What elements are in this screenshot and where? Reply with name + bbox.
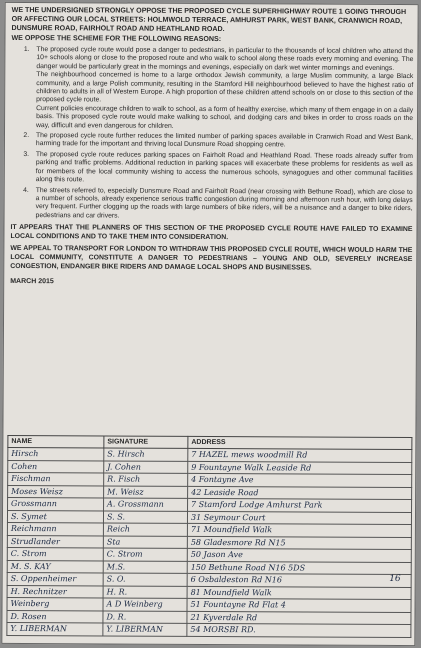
signature-cell: Y. LIBERMAN xyxy=(103,623,187,636)
reason-paragraph: 4. The streets referred to, especially Dunsmure Road and Fairholt Road (near crossing with Bethune Road), which are close to a number of schools, already experience serious traffic congestion during morning and afternoon rush hour, with long delays very frequent. Further clogging up the roads with large numbers of bike riders, will be a nuisance and a danger to bike riders, pedestrians and car drivers. xyxy=(35,186,413,220)
address-cell: 42 Leaside Road xyxy=(188,486,412,500)
reasons-intro: WE OPPOSE THE SCHEME FOR THE FOLLOWING REASONS: xyxy=(11,33,222,44)
column-header-address: ADDRESS xyxy=(188,436,412,449)
name-cell: H. Rechnitzer xyxy=(7,585,103,598)
name-cell: Grossmann xyxy=(8,497,104,510)
signature-cell: J. Cohen xyxy=(104,460,188,473)
petition-text xyxy=(10,6,413,287)
address-cell: 71 Moundfield Walk xyxy=(187,523,411,537)
reason-paragraph: Current policies encourage children to walk to school, as a form of healthy exercise, which many of them engage in on a daily basis. This proposed cycle route would make walking to school, and dodging cars and bikes in order to cross roads on the way, difficult and even dangerous for children. xyxy=(36,104,414,130)
signature-cell: S. Hirsch xyxy=(104,448,188,461)
name-cell: S. Oppenheimer xyxy=(7,572,103,585)
signature-table xyxy=(6,435,412,638)
name-cell: Fischman xyxy=(8,472,104,485)
signature-cell: R. Fisch xyxy=(104,473,188,486)
signature-cell: A. Grossmann xyxy=(104,498,188,511)
address-cell: 7 Stamford Lodge Amhurst Park xyxy=(188,498,412,512)
reason-paragraph: The neighbourhood concerned is home to a large orthodox Jewish community, a large Muslim community, a large Black community, and a large Polish community, resulting in the Stamford Hill neighbourhood believed to have the highest ratio of children to adults in all of Western Europe. A high proportion of these children attend schools on or close to this section of the proposed cycle route. xyxy=(36,71,414,104)
address-cell: 58 Gladesmore Rd N15 xyxy=(187,536,411,550)
reasons-list xyxy=(11,46,414,222)
signature-cell: S. S. xyxy=(103,510,187,523)
reason-item xyxy=(31,151,413,187)
reason-item xyxy=(31,187,413,223)
address-cell: 50 Jason Ave xyxy=(187,548,411,562)
column-header-name: NAME xyxy=(8,435,104,448)
name-cell: Weinberg xyxy=(7,597,103,610)
signature-cell: Reich xyxy=(103,523,187,536)
name-cell: C. Strom xyxy=(7,547,103,560)
address-cell: 81 Moundfield Walk xyxy=(187,586,411,600)
address-cell: 6 Osbaldeston Rd N16 xyxy=(187,573,411,587)
petition-date: MARCH 2015 xyxy=(10,278,54,286)
address-cell: 7 HAZEL mews woodmill Rd xyxy=(188,448,412,462)
table-row xyxy=(7,622,411,637)
reason-paragraph: 2. The proposed cycle route further reduces the limited number of parking spaces available in Cranwich Road and West Bank, harming trade for the important and thriving local Dunsmure Road shopping centre. xyxy=(35,132,413,149)
signature-cell: M. Weisz xyxy=(104,485,188,498)
name-cell: Strudlander xyxy=(7,535,103,548)
petition-heading: WE THE UNDERSIGNED STRONGLY OPPOSE THE PROPOSED CYCLE SUPERHIGHWAY ROUTE 1 GOING THROUGH OR AFFECTING OUR LOCAL STREETS: HOLMWOLD TERRACE, AMHURST PARK, WEST BANK, CRANWICH ROAD, DUNSMURE ROAD, FAIRHOLT ROAD AND HEATHLAND ROAD. xyxy=(11,5,407,34)
signature-cell: A D Weinberg xyxy=(103,598,187,611)
reason-paragraph: 3. The proposed cycle route reduces parking spaces on Fairholt Road and Heathland Road. These roads already suffer from parking and traffic problems. Additional reduction in parking spaces will exacerbate these problems for residents as well as for members of the local community wishing to access the numerous schools, synagogues and other communal facilities along this route. xyxy=(35,150,413,184)
signature-cell: S. O. xyxy=(103,573,187,586)
signature-cell: C. Strom xyxy=(103,548,187,561)
address-cell: 54 MORSBI RD. xyxy=(187,623,411,637)
name-cell: Reichmann xyxy=(7,522,103,535)
reason-paragraph: 1. The proposed cycle route would pose a danger to pedestrians, in particular to the thousands of local children who attend the 10+ schools along or close to the proposed route and who walk to school along these roads every morning and evening. The danger would be particularly great in the mornings and evenings, especially on dark wet winter mornings and evenings. xyxy=(36,46,414,72)
name-cell: D. Rosen xyxy=(7,610,103,623)
address-cell: 4 Fontayne Ave xyxy=(188,473,412,487)
address-cell: 21 Kyverdale Rd xyxy=(187,611,411,625)
signature-cell: M.S. xyxy=(103,560,187,573)
signature-cell: D. R. xyxy=(103,610,187,623)
name-cell: M. S. KAY xyxy=(7,560,103,573)
name-cell: Cohen xyxy=(8,460,104,473)
signature-cell: Sta xyxy=(103,535,187,548)
column-header-signature: SIGNATURE xyxy=(104,436,188,448)
appeal-statement: WE APPEAL TO TRANSPORT FOR LONDON TO WITHDRAW THIS PROPOSED CYCLE ROUTE, WHICH WOULD HARM THE LOCAL COMMUNITY, CONSTITUTE A DANGER TO PEDESTRIANS – YOUNG AND OLD, SEVERELY INCREASE CONGESTION, ENDANGER BIKE RIDERS AND DAMAGE LOCAL SHOPS AND BUSINESSES. xyxy=(10,245,413,272)
name-cell: S. Symet xyxy=(7,510,103,523)
address-cell: 51 Fountayne Rd Flat 4 xyxy=(187,598,411,612)
signature-rows xyxy=(7,447,412,637)
signature-cell: H. R. xyxy=(103,585,187,598)
address-cell: 9 Fountayne Walk Leaside Rd xyxy=(188,461,412,475)
name-cell: Hirsch xyxy=(8,447,104,460)
petition-page xyxy=(1,2,418,646)
planners-statement: IT APPEARS THAT THE PLANNERS OF THIS SECTION OF THE PROPOSED CYCLE ROUTE HAVE FAILED TO EXAMINE LOCAL CONDITIONS AND TO TAKE THEM INTO CONSIDERATION. xyxy=(10,224,413,241)
margin-note: 16 xyxy=(389,573,401,585)
address-cell: 31 Seymour Court xyxy=(187,511,411,525)
reason-item xyxy=(31,132,413,151)
reason-item xyxy=(31,46,413,132)
name-cell: Y. LIBERMAN xyxy=(7,622,103,635)
name-cell: Moses Weisz xyxy=(8,485,104,498)
address-cell: 150 Bethune Road N16 5DS xyxy=(187,561,411,575)
